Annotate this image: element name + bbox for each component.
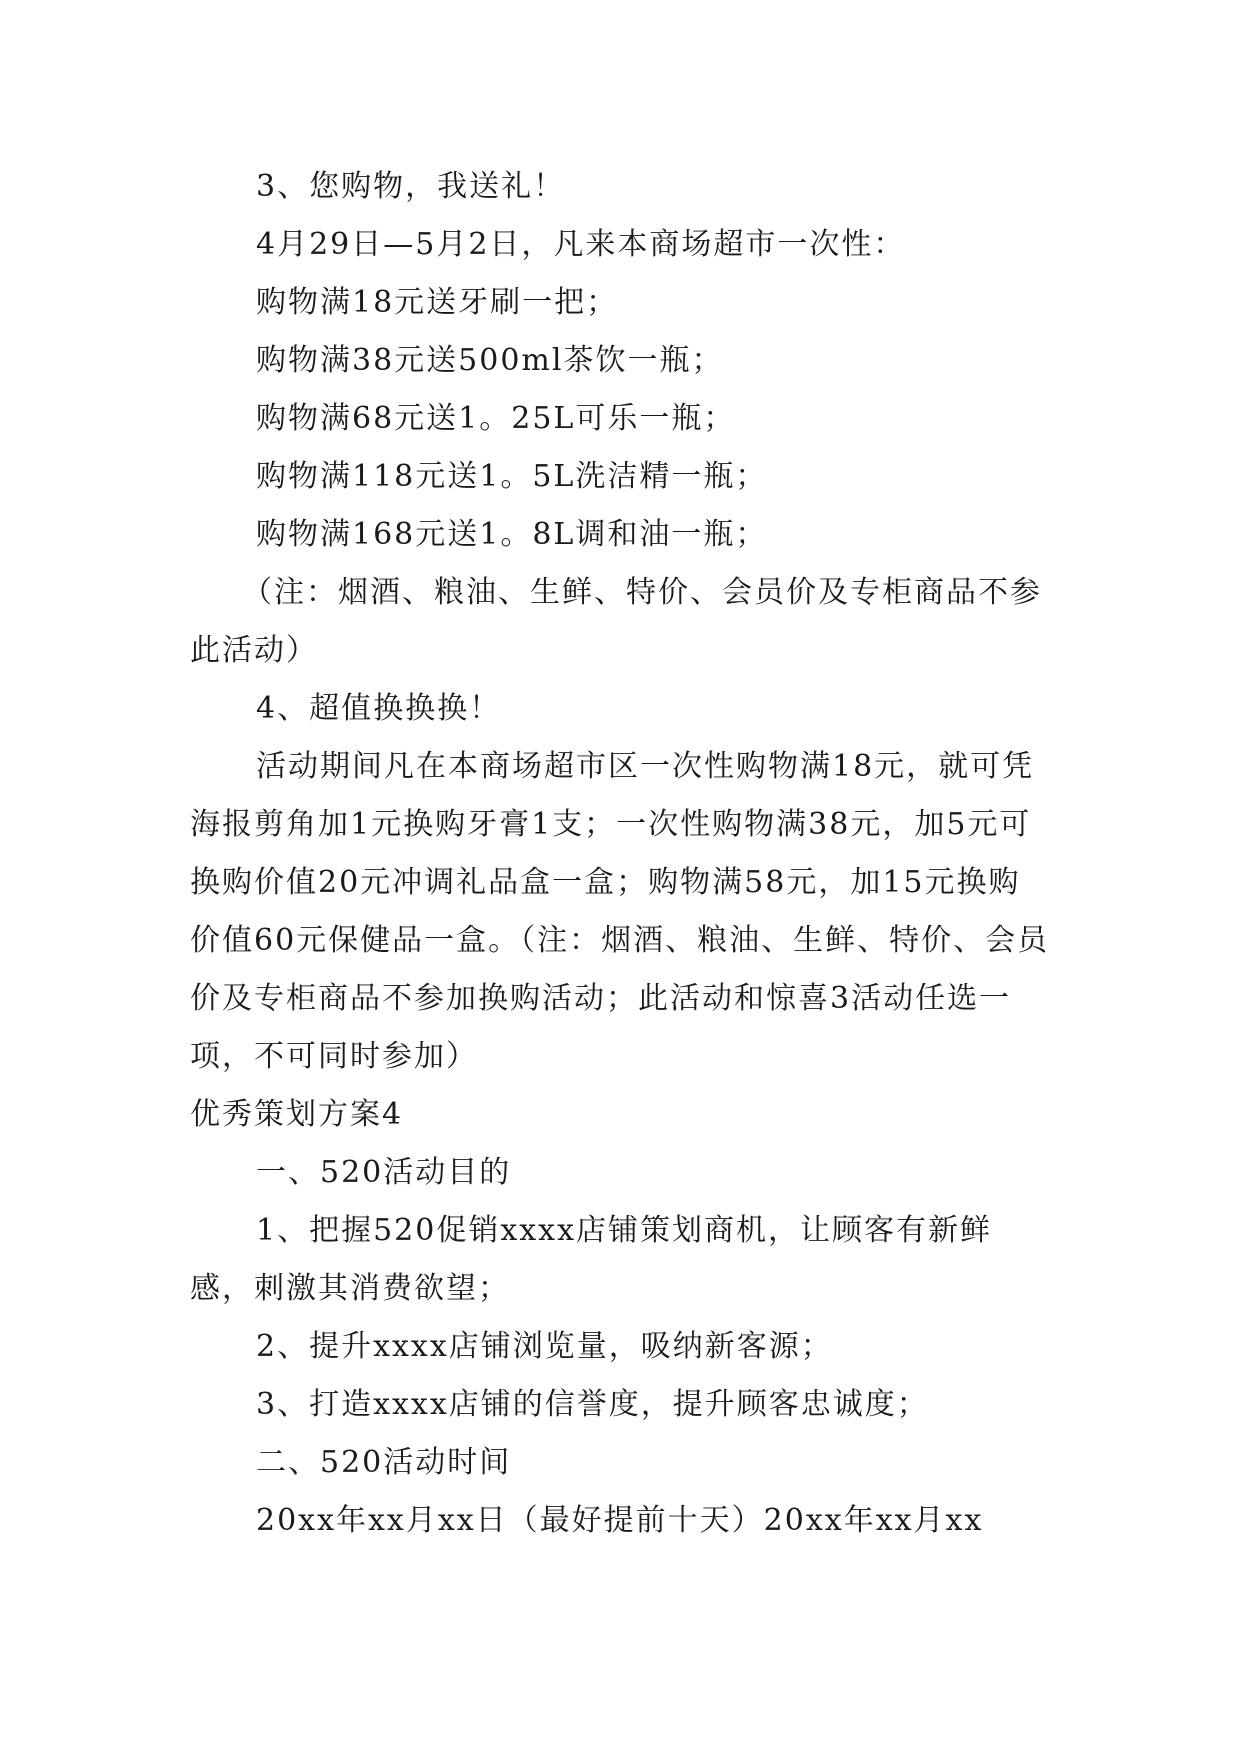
section-heading-exchange: 4、超值换换换！: [256, 691, 502, 726]
purpose-item-2: 2、提升xxxx店铺浏览量，吸纳新客源；: [256, 1329, 833, 1364]
section-heading-purpose: 一、520活动目的: [256, 1155, 512, 1190]
purpose-item-3: 3、打造xxxx店铺的信誉度，提升顾客忠诚度；: [256, 1387, 929, 1422]
gift-tier-118: 购物满118元送1。5L洗洁精一瓶；: [256, 459, 768, 494]
gift-tier-18: 购物满18元送牙刷一把；: [256, 285, 619, 320]
document-body: [190, 158, 1052, 1550]
gift-tier-38: 购物满38元送500ml茶饮一瓶；: [256, 343, 724, 378]
plan-title: 优秀策划方案4: [190, 1097, 404, 1132]
promo-date-line: 4月29日—5月2日，凡来本商场超市一次性：: [256, 227, 906, 262]
activity-time-line: 20xx年xx月xx日（最好提前十天）20xx年xx月xx: [256, 1503, 984, 1538]
purpose-item-1: 1、把握520促销xxxx店铺策划商机，让顾客有新鲜感，刺激其消费欲望；: [190, 1213, 993, 1306]
exchange-details: 活动期间凡在本商场超市区一次性购物满18元，就可凭海报剪角加1元换购牙膏1支；一次性购物满38元，加5元可换购价值20元冲调礼品盒一盒；购物满58元，加15元换购价值60元保健品一盒。（注：烟酒、粮油、生鲜、特价、会员价及专柜商品不参加换购活动；此活动和惊喜3活动任选一项，不可同时参加）: [190, 749, 1050, 1074]
gift-note: （注：烟酒、粮油、生鲜、特价、会员价及专柜商品不参此活动）: [190, 575, 1042, 668]
section-heading-gift: 3、您购物，我送礼！: [256, 169, 566, 204]
gift-tier-68: 购物满68元送1。25L可乐一瓶；: [256, 401, 736, 436]
section-heading-time: 二、520活动时间: [256, 1445, 512, 1480]
gift-tier-168: 购物满168元送1。8L调和油一瓶；: [256, 517, 768, 552]
